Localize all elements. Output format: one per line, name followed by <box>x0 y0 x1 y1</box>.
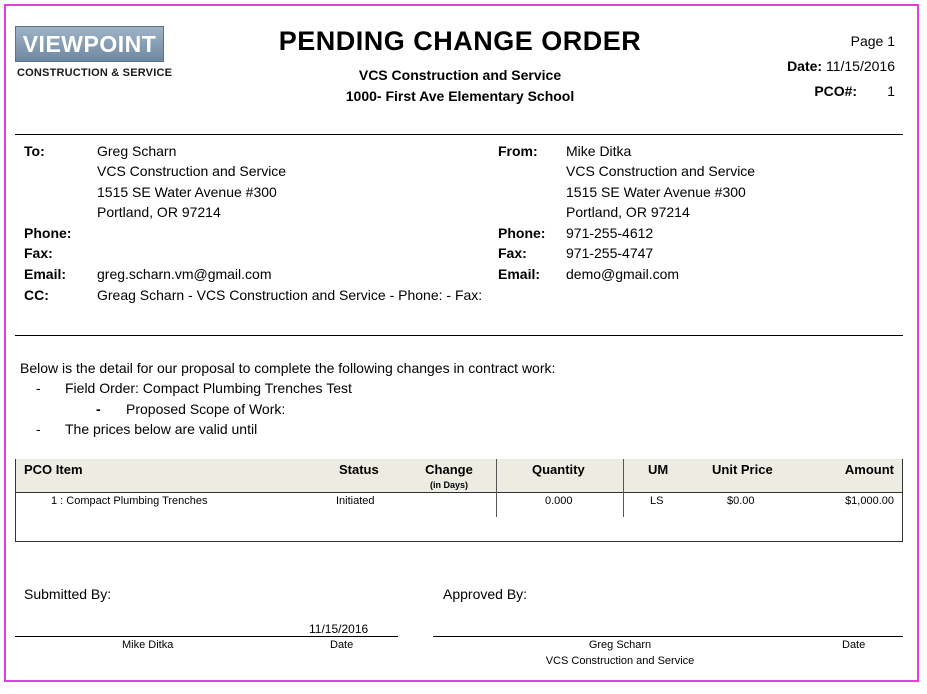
field-order-line: Field Order: Compact Plumbing Trenches Test <box>65 380 352 396</box>
submitted-date-caption: Date <box>330 639 354 651</box>
date-label: Date: <box>787 58 823 74</box>
proposal-intro: Below is the detail for our proposal to complete the following changes in contract work: <box>20 360 556 376</box>
logo-subtitle: CONSTRUCTION & SERVICE <box>17 67 173 79</box>
approved-by-label: Approved By: <box>443 586 528 602</box>
viewpoint-logo <box>15 26 164 62</box>
address-divider <box>15 335 903 336</box>
bullet-dash: - <box>36 421 41 437</box>
date-value: 11/15/2016 <box>825 58 895 74</box>
submitted-name: Mike Ditka <box>122 639 174 651</box>
row-status: Initiated <box>336 495 375 507</box>
from-phone-label: Phone: <box>498 225 546 241</box>
cc-label: CC: <box>24 287 49 303</box>
row-amount: $1,000.00 <box>845 495 894 507</box>
from-label: From: <box>498 143 538 159</box>
header-change: Change <box>425 462 473 477</box>
approved-date-caption: Date <box>842 639 866 651</box>
to-name: Greg Scharn <box>97 143 177 159</box>
header-status: Status <box>339 462 379 477</box>
approved-name: Greg Scharn <box>588 639 652 651</box>
row-item: 1 : Compact Plumbing Trenches <box>51 495 208 507</box>
to-company: VCS Construction and Service <box>97 163 287 179</box>
column-divider <box>496 459 497 517</box>
header-amount: Amount <box>844 462 894 477</box>
from-phone: 971-255-4612 <box>566 225 654 241</box>
row-um: LS <box>650 495 664 507</box>
header-unit-price: Unit Price <box>712 462 773 477</box>
approved-company: VCS Construction and Service <box>545 655 695 667</box>
header-divider <box>15 134 903 135</box>
company-name: VCS Construction and Service <box>358 67 562 83</box>
submitted-date: 11/15/2016 <box>309 622 369 636</box>
header-quantity: Quantity <box>532 462 585 477</box>
submitted-signature-line <box>15 636 398 637</box>
to-fax-label: Fax: <box>24 245 53 261</box>
page-border <box>4 4 919 682</box>
header-change-unit: (in Days) <box>429 480 468 490</box>
scope-of-work-line: Proposed Scope of Work: <box>126 401 286 417</box>
table-header-divider <box>15 492 903 493</box>
from-address-line1: 1515 SE Water Avenue #300 <box>566 184 746 200</box>
page-number: Page 1 <box>850 33 895 49</box>
to-address-line2: Portland, OR 97214 <box>97 204 221 220</box>
header-date <box>787 58 895 74</box>
from-fax: 971-255-4747 <box>566 245 654 261</box>
pco-label: PCO#: <box>814 83 858 99</box>
submitted-by-label: Submitted By: <box>24 586 112 602</box>
logo-wordmark: VIEWPOINT <box>22 31 157 57</box>
row-quantity: 0.000 <box>545 495 573 507</box>
cc-value: Greag Scharn - VCS Construction and Service - Phone: - Fax: <box>97 287 483 303</box>
from-fax-label: Fax: <box>498 245 527 261</box>
from-email: demo@gmail.com <box>566 266 680 282</box>
from-email-label: Email: <box>498 266 541 282</box>
from-address-line2: Portland, OR 97214 <box>566 204 690 220</box>
project-name: 1000- First Ave Elementary School <box>345 88 575 104</box>
column-divider <box>623 459 624 517</box>
to-email-label: Email: <box>24 266 67 282</box>
prices-valid-line: The prices below are valid until <box>65 421 258 437</box>
header-pco-item: PCO Item <box>24 462 83 477</box>
from-company: VCS Construction and Service <box>566 163 756 179</box>
row-unit-price: $0.00 <box>727 495 755 507</box>
to-phone-label: Phone: <box>24 225 72 241</box>
to-address-line1: 1515 SE Water Avenue #300 <box>97 184 277 200</box>
to-email: greg.scharn.vm@gmail.com <box>97 266 272 282</box>
approved-signature-line <box>433 636 903 637</box>
pco-value: 1 <box>887 83 895 99</box>
bullet-dash: - <box>36 380 41 396</box>
pco-number <box>814 83 895 99</box>
from-name: Mike Ditka <box>566 143 632 159</box>
document-title: PENDING CHANGE ORDER <box>278 26 642 56</box>
sub-bullet-dash: - <box>96 401 101 417</box>
header-um: UM <box>648 462 669 477</box>
to-label: To: <box>24 143 45 159</box>
